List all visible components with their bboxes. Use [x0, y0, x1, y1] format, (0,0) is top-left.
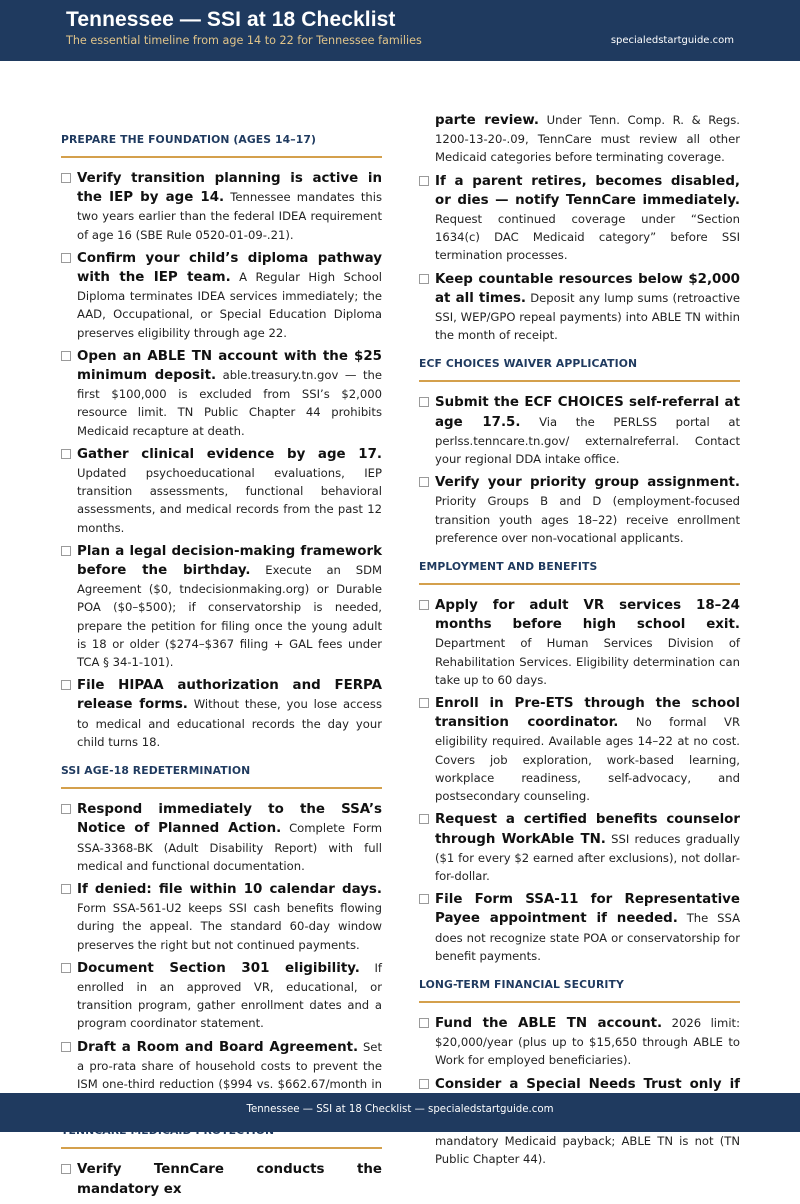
checklist-item	[419, 270, 740, 345]
checklist-item	[419, 810, 740, 885]
checkbox-icon[interactable]	[419, 1079, 429, 1089]
checklist-item	[419, 473, 740, 547]
item-lead: Respond immediately to the SSA’s Notice of Planned Action.	[77, 802, 382, 837]
item-body: Under Tenn. Comp. R. & Regs. 1200-13-20-.09, TennCare must review all other Medicaid categories before terminating coverage.	[435, 113, 740, 165]
section-heading: LONG-TERM FINANCIAL SECURITY	[419, 970, 740, 1003]
item-body: Priority Groups B and D (employment-focused transition youth ages 18–22) receive enrollment preference over non-vocational applicants.	[435, 494, 740, 545]
checkbox-icon[interactable]	[61, 884, 71, 894]
checklist-item	[61, 959, 382, 1033]
right-column	[419, 113, 741, 1174]
checkbox-icon[interactable]	[419, 698, 429, 708]
checklist-item	[419, 172, 740, 265]
item-lead: Verify your priority group assignment.	[435, 475, 740, 491]
item-body: Set a pro-rata share of household costs to prevent the ISM one-third reduction ($994 vs. $662.67/month in	[77, 1039, 382, 1091]
item-lead: parte review.	[435, 113, 539, 128]
section-heading: ECF CHOICES WAIVER APPLICATION	[419, 349, 740, 382]
checklist-item	[419, 393, 740, 468]
left-column	[61, 125, 382, 1204]
checkbox-icon[interactable]	[61, 351, 71, 361]
checkbox-icon[interactable]	[61, 963, 71, 973]
item-body: Request continued coverage under “Section 1634(c) DAC Medicaid category” before SSI termination processes.	[435, 212, 740, 263]
item-body: 2026 limit: $20,000/year (plus up to $15,650 through ABLE to Work for employed beneficiaries).	[435, 1015, 740, 1068]
checkbox-icon[interactable]	[61, 173, 71, 183]
checkbox-icon[interactable]	[419, 814, 429, 824]
checklist-item-continued	[419, 111, 740, 167]
item-body: SSI reduces gradually ($1 for every $2 earned after exclusions), not dollar-for-dollar.	[435, 831, 740, 883]
checklist-item	[61, 169, 382, 244]
item-body: mandatory Medicaid payback; ABLE TN is not (TN Public Chapter 44).	[435, 1134, 740, 1167]
item-lead: File Form SSA-11 for Representative Payee appointment if needed.	[435, 892, 740, 927]
item-lead: Submit the ECF CHOICES self-referral at age 17.5.	[435, 395, 740, 430]
checklist-item	[419, 596, 740, 689]
item-lead: Verify TennCare conducts the mandatory ex	[77, 1162, 382, 1197]
item-lead: File HIPAA authorization and FERPA release forms.	[77, 678, 382, 713]
item-lead: Open an ABLE TN account with the $25 minimum deposit.	[77, 348, 382, 384]
item-body: Form SSA-561-U2 keeps SSI cash benefits flowing during the appeal. The standard 60-day window preserves the right but not continued payments.	[77, 901, 382, 952]
section-heading: SSI AGE-18 REDETERMINATION	[61, 756, 382, 789]
checkbox-icon[interactable]	[419, 477, 429, 487]
item-body: No formal VR eligibility required. Available ages 14–22 at no cost. Covers job exploration, work-based learning, workplace readiness, self-advocacy, and postsecondary counseling.	[435, 715, 741, 804]
checkbox-icon[interactable]	[61, 449, 71, 459]
item-lead: If a parent retires, becomes disabled, or dies — notify TennCare immediately.	[435, 173, 740, 208]
item-lead: Keep countable resources below $2,000 at all times.	[435, 271, 740, 306]
item-body: A Regular High School Diploma terminates IDEA services immediately; the AAD, Occupational, or Special Education Diploma preserves eligibility through age 22.	[77, 270, 383, 340]
item-lead: Gather clinical evidence by age 17.	[77, 446, 382, 462]
section-heading: EMPLOYMENT AND BENEFITS	[419, 552, 740, 585]
checkbox-icon[interactable]	[61, 253, 71, 263]
checklist-item	[61, 676, 382, 751]
checkbox-icon[interactable]	[419, 397, 429, 407]
checklist-item	[61, 542, 382, 671]
item-lead: Request a certified benefits counselor through WorkAble TN.	[435, 812, 740, 847]
checkbox-icon[interactable]	[419, 274, 429, 284]
checkbox-icon[interactable]	[61, 804, 71, 814]
item-body: Updated psychoeducational evaluations, IEP transition assessments, functional behavioral assessments, and medical records from the past 12 months.	[77, 466, 382, 535]
checkbox-icon[interactable]	[61, 1164, 71, 1174]
item-body: able.treasury.tn.gov — the first $100,000 is excluded from SSI’s $2,000 resource limit. TN Public Chapter 44 prohibits Medicaid recapture at death.	[77, 368, 382, 438]
item-lead: Apply for adult VR services 18–24 months before high school exit.	[435, 598, 740, 633]
section-heading: PREPARE THE FOUNDATION (AGES 14–17)	[61, 125, 382, 158]
checkbox-icon[interactable]	[419, 600, 429, 610]
checklist-item	[61, 800, 382, 875]
page-footer: Tennessee — SSI at 18 Checklist — specialedstartguide.com	[0, 1093, 800, 1132]
checklist-item	[61, 1160, 382, 1198]
item-lead: Consider a Special Needs Trust only if	[435, 1076, 740, 1092]
checklist-item	[61, 880, 382, 954]
item-lead: If denied: file within 10 calendar days.	[77, 881, 382, 897]
page-header	[0, 0, 800, 61]
page-title: Tennessee — SSI at 18 Checklist	[66, 8, 396, 31]
checkbox-icon[interactable]	[419, 1018, 429, 1028]
checklist-item	[61, 445, 382, 537]
checkbox-icon[interactable]	[419, 894, 429, 904]
item-body: Deposit any lump sums (retroactive SSI, WEP/GPO repeal payments) into ABLE TN within the month of receipt.	[435, 290, 741, 343]
page-subtitle: The essential timeline from age 14 to 22 for Tennessee families	[66, 34, 422, 47]
item-lead: Enroll in Pre-ETS through the school transition coordinator.	[435, 696, 740, 731]
item-body: If enrolled in an approved VR, educational, or transition program, gather enrollment dates and a program coordinator statement.	[77, 960, 382, 1031]
item-body: Execute an SDM Agreement ($0, tndecisionmaking.org) or Durable POA ($0–$500); if conservatorship is needed, prepare the petition for filing once the young adult is 18 or older ($274–$367 filing + GAL fees under TCA § 34-1-101).	[77, 563, 382, 670]
checkbox-icon[interactable]	[61, 1042, 71, 1052]
checklist-item	[61, 249, 382, 342]
item-lead: Document Section 301 eligibility.	[77, 960, 360, 976]
item-body: Via the PERLSS portal at perlss.tenncare.tn.gov/ externalreferral. Contact your regional DDA intake office.	[435, 414, 741, 467]
checklist-item	[61, 347, 382, 440]
item-body: Complete Form SSA-3368-BK (Adult Disability Report) with full medical and functional documentation.	[77, 821, 383, 873]
checklist-item	[419, 694, 740, 805]
item-body: Tennessee mandates this two years earlier than the federal IDEA requirement of age 16 (SBE Rule 0520-01-09-.21).	[77, 190, 383, 242]
item-body: Department of Human Services Division of Rehabilitation Services. Eligibility determination can take up to 60 days.	[435, 636, 740, 687]
checkbox-icon[interactable]	[61, 680, 71, 690]
site-name: specialedstartguide.com	[610, 35, 734, 46]
item-lead: Fund the ABLE TN account.	[435, 1015, 663, 1031]
checkbox-icon[interactable]	[61, 546, 71, 556]
item-lead: Confirm your child’s diploma pathway with the IEP team.	[77, 250, 382, 286]
checklist-item	[419, 1014, 740, 1070]
checkbox-icon[interactable]	[419, 176, 429, 186]
item-lead: Verify transition planning is active in the IEP by age 14.	[77, 171, 382, 206]
item-lead: Plan a legal decision-making framework before the birthday.	[77, 543, 382, 579]
checklist-item	[419, 890, 740, 965]
item-lead: Draft a Room and Board Agreement.	[77, 1039, 359, 1055]
item-body: Without these, you lose access to medical and educational records the day your child turns 18.	[77, 697, 383, 749]
item-body: The SSA does not recognize state POA or conservatorship for benefit payments.	[435, 911, 741, 963]
